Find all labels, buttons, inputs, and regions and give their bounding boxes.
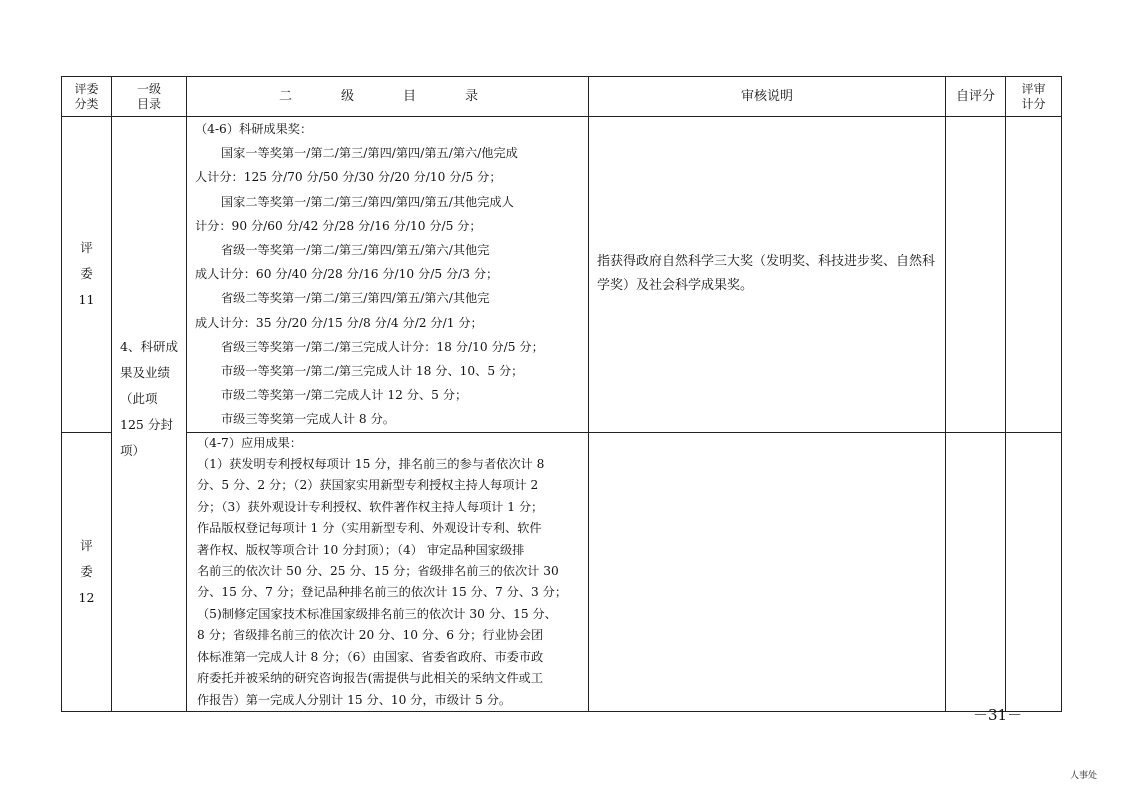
level2-cell (187, 432, 589, 711)
item-line: 市级一等奖第一/第二/第三完成人计 18 分、10、5 分； (221, 364, 524, 379)
table-row (62, 432, 1062, 711)
item-line: （4-7）应用成果： (197, 435, 302, 450)
item-line: 分、5 分、2 分；（2）获国家实用新型专利授权主持人每项计 2 (197, 478, 539, 493)
category-cell: 评 委 12 (62, 432, 112, 711)
item-line: 分、15 分、7 分；登记品种排名前三的依次计 15 分、7 分、3 分； (197, 585, 568, 600)
item-line: 市级三等奖第一完成人计 8 分。 (221, 412, 395, 427)
score-table (61, 76, 1062, 712)
item-line: 府委托并被采纳的研究咨询报告(需提供与此相关的采纳文件或工 (197, 671, 544, 686)
header-level2: 二 级 目 录 (187, 77, 589, 117)
table-row (62, 117, 1062, 433)
item-line: （1）获发明专利授权每项计 15 分，排名前三的参与者依次计 8 (197, 457, 545, 472)
page-number: －31－ (973, 706, 1023, 724)
item-line: 省级一等奖第一/第二/第三/第四/第五/第六/其他完 (221, 243, 490, 258)
level2-cell (187, 117, 589, 433)
self-score-cell (946, 117, 1006, 433)
review-note-cell (589, 432, 946, 711)
self-score-cell (946, 432, 1006, 711)
item-line: 省级二等奖第一/第二/第三/第四/第五/第六/其他完 (221, 291, 490, 306)
item-line: 计分：90 分/60 分/42 分/28 分/16 分/10 分/5 分； (195, 218, 482, 233)
item-line: 省级三等奖第一/第二/第三完成人计分：18 分/10 分/5 分； (221, 339, 544, 354)
item-line: 著作权、版权等项合计 10 分封顶）；（4） 审定品种国家级排 (197, 542, 525, 557)
item-line: 国家一等奖第一/第二/第三/第四/第四/第五/第六/他完成 (221, 146, 518, 161)
item-line: 国家二等奖第一/第二/第三/第四/第四/第五/其他完成人 (221, 194, 514, 209)
review-score-cell (1006, 432, 1062, 711)
item-line: 体标准第一完成人计 8 分；（6）由国家、省委省政府、市委市政 (197, 649, 544, 664)
review-score-cell (1006, 117, 1062, 433)
item-line: （4-6）科研成果奖： (195, 122, 313, 136)
item-line: 名前三的依次计 50 分、25 分、15 分；省级排名前三的依次计 30 (197, 564, 559, 579)
header-category: 评委 分类 (62, 77, 112, 117)
item-line: 市级二等奖第一/第二完成人计 12 分、5 分； (221, 388, 468, 403)
category-cell: 评 委 11 (62, 117, 112, 433)
header-level1: 一级 目录 (112, 77, 187, 117)
item-line: （5)制修定国家技术标准国家级排名前三的依次计 30 分、15 分、 (197, 606, 557, 621)
item-line: 作品版权登记每项计 1 分（实用新型专利、外观设计专利、软件 (197, 521, 542, 536)
department-stamp: 人事处 (1070, 771, 1098, 781)
level1-cell: 4、科研成 果及业绩 （此项 125 分封 项） (112, 117, 187, 712)
review-note-cell: 指获得政府自然科学三大奖（发明奖、科技进步奖、自然科学奖）及社会科学成果奖。 (589, 117, 946, 433)
item-line: 人计分：125 分/70 分/50 分/30 分/20 分/10 分/5 分； (195, 170, 502, 185)
item-line: 作报告）第一完成人分别计 15 分、10 分，市级计 5 分。 (197, 692, 512, 707)
table-header-row (62, 77, 1062, 117)
item-line: 8 分；省级排名前三的依次计 20 分、10 分、6 分；行业协会团 (197, 628, 544, 643)
item-line: 成人计分：35 分/20 分/15 分/8 分/4 分/2 分/1 分； (195, 315, 483, 330)
header-self-score: 自评分 (946, 77, 1006, 117)
item-line: 成人计分：60 分/40 分/28 分/16 分/10 分/5 分/3 分； (195, 267, 499, 282)
header-review-note: 审核说明 (589, 77, 946, 117)
item-line: 分；（3）获外观设计专利授权、软件著作权主持人每项计 1 分； (197, 499, 544, 514)
header-review-score: 评审 计分 (1006, 77, 1062, 117)
